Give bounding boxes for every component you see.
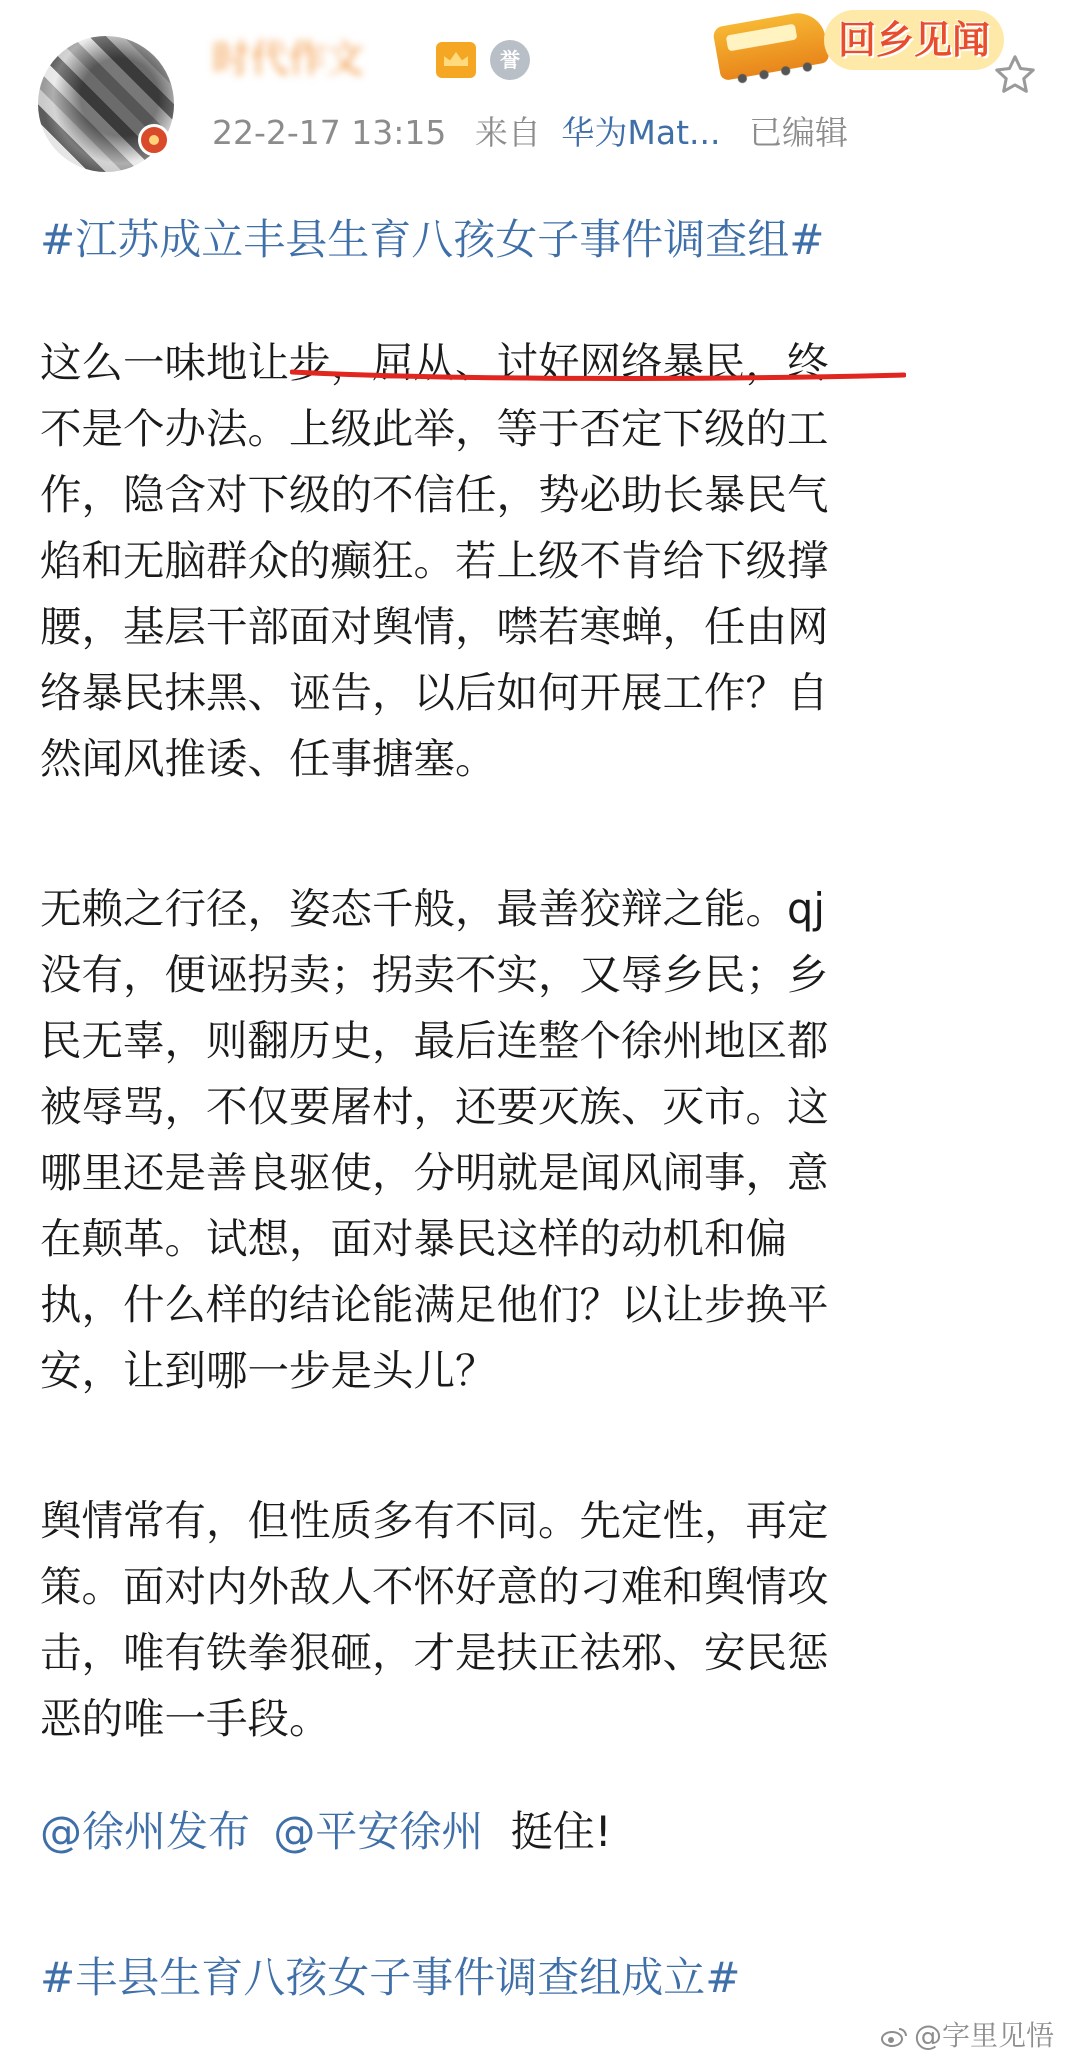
text-line: 络暴民抹黑、诬告，以后如何开展工作？自 — [40, 668, 829, 717]
mentions-line — [40, 1802, 612, 1862]
train-icon — [712, 9, 830, 81]
text-line: 执，什么样的结论能满足他们？以让步换平 — [40, 1280, 829, 1329]
text-line: 腰，基层干部面对舆情，噤若寒蝉，任由网 — [40, 602, 829, 651]
honor-medal-icon[interactable]: 誉 — [490, 40, 530, 80]
source-prefix: 来自 — [474, 113, 541, 152]
mention-link-xuzhou-fabu[interactable]: @徐州发布 — [40, 1807, 251, 1856]
watermark-text: @字里见悟 — [914, 2019, 1055, 2052]
text-line: 舆情常有，但性质多有不同。先定性，再定 — [40, 1496, 829, 1545]
topic-hashtag-top[interactable]: #江苏成立丰县生育八孩女子事件调查组# — [40, 215, 825, 264]
post-paragraph-3 — [40, 1488, 1040, 1752]
post-meta — [212, 110, 866, 156]
text-line: 策。面对内外敌人不怀好意的刁难和舆情攻 — [40, 1562, 829, 1611]
text-line: 恶的唯一手段。 — [40, 1694, 331, 1743]
weibo-logo-icon — [880, 2026, 908, 2048]
text-line: 安，让到哪一步是头儿？ — [40, 1346, 497, 1395]
mention-link-pingan-xuzhou[interactable]: @平安徐州 — [273, 1807, 484, 1856]
verified-badge-icon — [138, 124, 170, 156]
text-line: 这么一味地让步，屈从、讨好网络暴民，终 — [40, 338, 829, 387]
vip-crown-icon[interactable] — [436, 42, 476, 78]
edited-label[interactable]: 已编辑 — [749, 113, 848, 152]
username[interactable]: 时代作文 — [212, 37, 365, 81]
topic-hashtag-bottom[interactable]: #丰县生育八孩女子事件调查组成立# — [40, 1953, 741, 2002]
favorite-star-icon[interactable] — [992, 52, 1038, 98]
text-line: 击，唯有铁拳狠砸，才是扶正祛邪、安民惩 — [40, 1628, 829, 1677]
red-underline-annotation — [290, 368, 906, 382]
promo-banner-text: 回乡见闻 — [824, 10, 1004, 70]
text-line: 然闻风推诿、任事搪塞。 — [40, 734, 497, 783]
text-line: 没有，便诬拐卖；拐卖不实，又辱乡民；乡 — [40, 950, 829, 999]
weibo-watermark — [880, 2016, 1054, 2056]
text-line: 作，隐含对下级的不信任，势必助长暴民气 — [40, 470, 829, 519]
post-paragraph-1 — [40, 330, 1040, 792]
text-line: 被辱骂，不仅要屠村，还要灭族、灭市。这 — [40, 1082, 829, 1131]
text-line: 民无辜，则翻历史，最后连整个徐州地区都 — [40, 1016, 829, 1065]
text-line: 无赖之行径，姿态千般，最善狡辩之能。qj — [40, 884, 825, 933]
text-line: 不是个办法。上级此举，等于否定下级的工 — [40, 404, 829, 453]
text-line: 哪里还是善良驱使，分明就是闻风闹事，意 — [40, 1148, 829, 1197]
text-line: 焰和无脑群众的癫狂。若上级不肯给下级撑 — [40, 536, 829, 585]
timestamp: 22-2-17 13:15 — [212, 113, 447, 152]
text-line: 在颠革。试想，面对暴民这样的动机和偏 — [40, 1214, 788, 1263]
post-paragraph-2 — [40, 876, 1040, 1404]
source-device-link[interactable]: 华为Mat... — [561, 113, 721, 152]
promo-banner[interactable] — [716, 4, 991, 80]
mention-suffix: 挺住! — [510, 1807, 612, 1856]
